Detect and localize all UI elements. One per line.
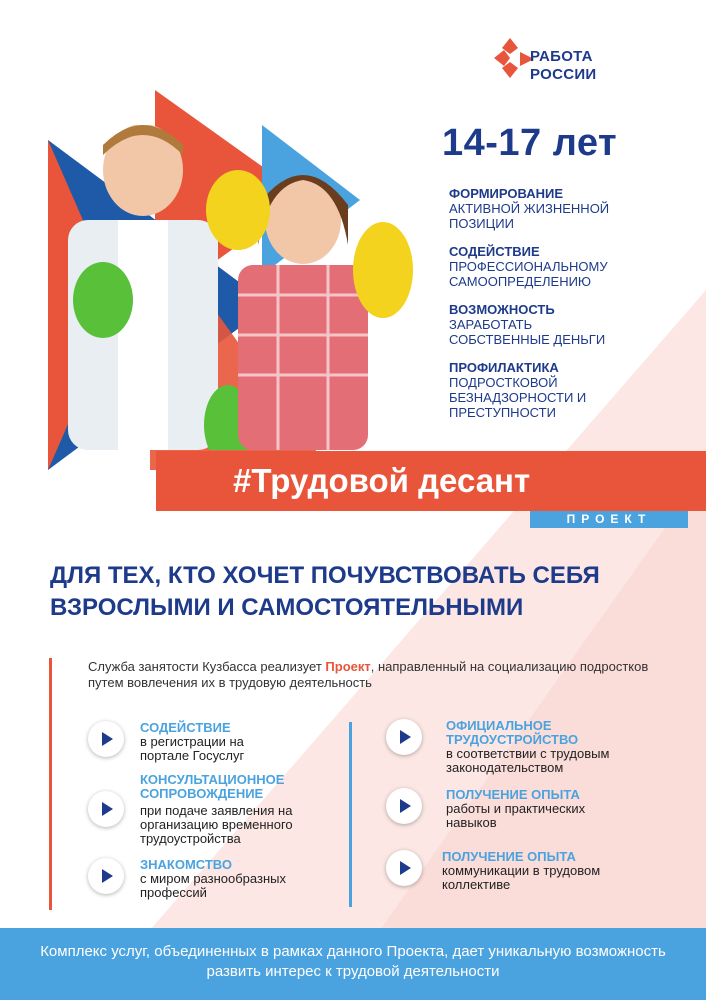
intro-text [88, 659, 668, 691]
service-title: КОНСУЛЬТАЦИОННОЕ СОПРОВОЖДЕНИЕ [140, 772, 285, 801]
service-item [88, 721, 348, 761]
benefit-desc: АКТИВНОЙ ЖИЗНЕННОЙ ПОЗИЦИИ [449, 201, 610, 231]
intro-after: , направленный на социализацию подростков путем вовлечения их в трудовую деятельность [88, 659, 649, 690]
service-desc: работы и практических навыков [446, 801, 586, 830]
service-title: СОДЕЙСТВИЕ [140, 720, 231, 735]
service-item [386, 788, 646, 833]
play-icon [386, 788, 422, 824]
service-desc: при подаче заявления на организацию временного трудоустройства [140, 803, 293, 846]
kids-photo [48, 125, 418, 450]
play-icon [386, 850, 422, 886]
service-item [386, 850, 646, 895]
logo-line-1: РАБОТА [530, 48, 593, 65]
service-title: ПОЛУЧЕНИЕ ОПЫТА [446, 787, 580, 802]
intro-before: Служба занятости Кузбасса реализует [88, 659, 326, 674]
headline: ДЛЯ ТЕХ, КТО ХОЧЕТ ПОЧУВСТВОВАТЬ СЕБЯ ВЗРОСЛЫМИ И САМОСТОЯТЕЛЬНЫМИ [50, 562, 600, 621]
benefit-title: СОДЕЙСТВИЕ [449, 244, 540, 259]
benefit-item [449, 244, 689, 289]
benefits-list [449, 186, 689, 433]
service-desc: с миром разнообразных профессий [140, 871, 286, 900]
service-title: ПОЛУЧЕНИЕ ОПЫТА [442, 849, 576, 864]
hashtag-title: #Трудовой десант [233, 462, 531, 499]
play-icon [88, 791, 124, 827]
benefit-item [449, 302, 689, 347]
service-item [88, 773, 348, 853]
benefit-desc: ПОДРОСТКОВОЙ БЕЗНАДЗОРНОСТИ И ПРЕСТУПНОСТИ [449, 375, 587, 420]
play-icon [88, 858, 124, 894]
service-item [386, 719, 646, 775]
age-range: 14-17 лет [442, 122, 618, 164]
service-item [88, 858, 348, 903]
play-icon [88, 721, 124, 757]
service-title: ЗНАКОМСТВО [140, 857, 232, 872]
benefit-item [449, 360, 689, 420]
project-label: ПРОЕКТ [530, 511, 688, 528]
benefit-item [449, 186, 689, 231]
footer-text: Комплекс услуг, объединенных в рамках данного Проекта, дает уникальную возможность развить интерес к трудовой деятельности [40, 943, 666, 980]
benefit-desc: ЗАРАБОТАТЬ СОБСТВЕННЫЕ ДЕНЬГИ [449, 317, 606, 347]
logo-line-2: РОССИИ [530, 66, 597, 83]
benefit-desc: ПРОФЕССИОНАЛЬНОМУ САМООПРЕДЕЛЕНИЮ [449, 259, 608, 289]
intro-highlight: Проект [325, 659, 371, 674]
service-desc: в соответствии с трудовым законодательством [446, 746, 610, 775]
intro-accent-bar [49, 658, 52, 910]
benefit-title: ПРОФИЛАКТИКА [449, 360, 559, 375]
benefit-title: ФОРМИРОВАНИЕ [449, 186, 564, 201]
service-desc: коммуникации в трудовом коллективе [442, 863, 601, 892]
logo-text [530, 48, 597, 84]
play-icon [386, 719, 422, 755]
service-title: ОФИЦИАЛЬНОЕ ТРУДОУСТРОЙСТВО [446, 718, 579, 747]
service-desc: в регистрации на портале Госуслуг [140, 734, 245, 763]
benefit-title: ВОЗМОЖНОСТЬ [449, 302, 555, 317]
